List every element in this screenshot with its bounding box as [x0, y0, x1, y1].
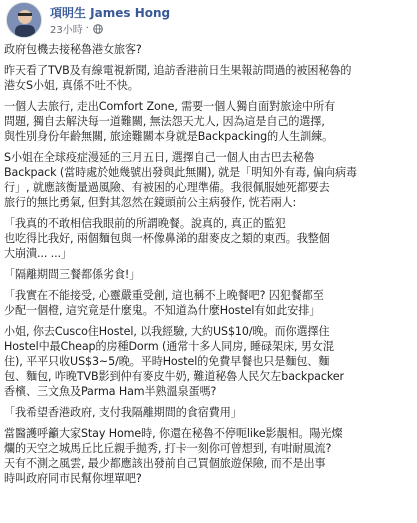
- post-paragraph: S小姐在全球疫症漫延的三月五日, 選擇自己一個人由古巴去秘魯 Backpack (當時處於她幾號出發與此無關), 就是「明知外有毒, 偏向病毒 行」, 就應該衡量過風險、有被困的心理準備。我很佩服她死都要去 旅行的無比勇氣, 但對其忽然在鏡頭前公主病發作, 恍若兩人:: [4, 151, 357, 209]
- author-avatar[interactable]: [6, 2, 42, 38]
- post-paragraph: 政府包機去接秘魯港女旅客?: [4, 43, 142, 56]
- post-paragraph: 「隔離期間三餐都係劣食!」: [4, 268, 141, 281]
- post-timestamp[interactable]: 23小時: [50, 25, 83, 36]
- post-paragraph: 「我真的不敢相信我眼前的所謂晚餐。說真的, 真正的監犯 也吃得比我好, 兩個麵包與一杯像鼻涕的甜麥皮之類的東西。我整個 大崩潰... ...」: [4, 217, 330, 260]
- post-paragraph: 一個人去旅行, 走出Comfort Zone, 需要一個人獨自面對旅途中所有 問題, 獨自去解決每一道難關, 無法怨天尤人, 因為這是自己的選擇, 與性別身份年齡無關, 旅途難關本身就是Backpacking的人生訓練。: [4, 100, 336, 143]
- post-header: [0, 0, 417, 38]
- post-body: [4, 42, 415, 492]
- post-meta: [50, 21, 103, 36]
- globe-icon: [93, 24, 103, 34]
- post-paragraph: 昨天看了TVB及有線電視新聞, 追訪香港前日生果報訪問過的被困秘魯的 港女S小姐, 真係不吐不快。: [4, 64, 352, 92]
- post-paragraph: 當醫護呼籲大家Stay Home時, 你還在秘魯不停呃like影靚相。陽光燦 爛的天空之城馬丘比丘親手拋秀, 打卡一刻你可曾想到, 有咁耐風流? 天有不測之風雲, 最少都應該出發前自己買個旅遊保險, 而不是出事 時叫政府同市民幫你埋單吧?: [4, 427, 343, 485]
- separator-dot: ·: [85, 23, 89, 34]
- post-paragraph: 「我實在不能接受, 心靈嚴重受創, 這也稱不上晚餐吧? 囚犯餐都至 少配一個橙, 這究竟是什麼鬼。不知道為什麼Hostel有如此安排」: [4, 289, 324, 317]
- post-paragraph: 小姐, 你去Cusco住Hostel, 以我經驗, 大約US$10/晚。而你選擇住 Hostel中最Cheap的房種Dorm (通常十多人同房, 睡碌架床, 男女混 住), 平平只收US$3~5/晚。平時Hostel的免費早餐也只是麵包、麵 包、麵包, 咋晚TVB影到仲有麥皮牛奶, 難道秘魯人民欠左backpacker 香檳、三文魚及Parma Ham半熟溫泉蛋嗎?: [4, 325, 344, 398]
- post-paragraph: 「我希望香港政府, 支付我隔離期間的食宿費用」: [4, 406, 242, 419]
- author-name[interactable]: 項明生 James Hong: [50, 6, 171, 20]
